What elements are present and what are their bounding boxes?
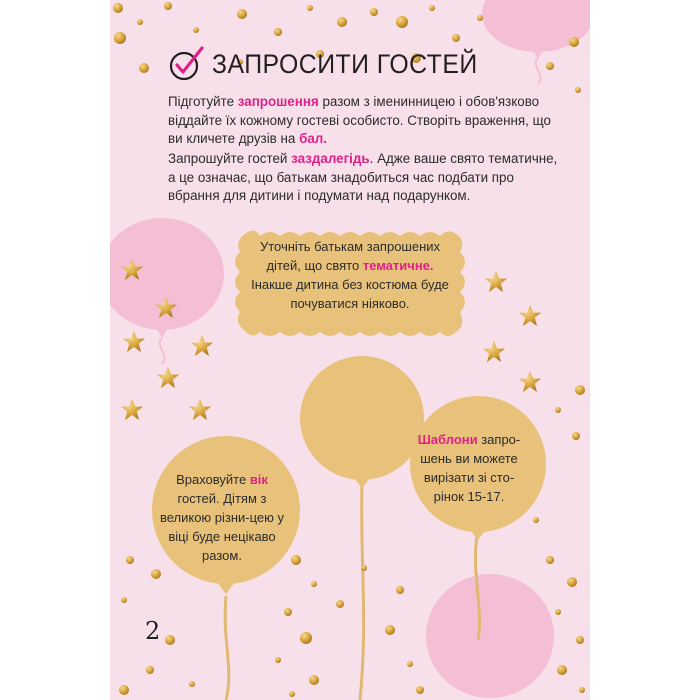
pink-balloon-left	[110, 218, 224, 364]
highlight-templates: Шаблони	[417, 432, 478, 447]
highlight-in-advance: заздалегідь	[291, 151, 370, 166]
highlight-invitations: запрошення	[237, 94, 319, 109]
tip-templates: Шаблони запро-шень ви можете вирізати зі сто-рінок 15-17.	[417, 432, 521, 504]
book-page	[110, 0, 590, 700]
tip-age: Враховуйте вік гостей. Дітям з великою різни-цею у віці буде нецікаво разом.	[159, 472, 285, 563]
paragraph-in-advance: Запрошуйте гостей заздалегідь. Адже ваше свято тематичне, а це означає, що батькам знадобиться час подбати про вбрання для дитини і подумати над подарунком.	[168, 151, 558, 203]
section-header	[166, 44, 501, 84]
pink-balloon-bottom-right	[426, 574, 554, 698]
gold-balloon-center	[300, 356, 424, 700]
tip-parents: Уточніть батькам запрошених дітей, що свято тематичне. Інакше дитина без костюма буде почуватися ніяково.	[251, 239, 449, 311]
highlight-age: вік	[249, 472, 268, 487]
highlight-thematic: тематичне.	[362, 258, 434, 273]
section-title: ЗАПРОСИТИ ГОСТЕЙ	[212, 48, 478, 79]
page-number: 2	[145, 617, 161, 645]
paragraph-invitations: Підготуйте запрошення разом з іменинницею і обов'язково віддайте їх кожному гостеві особисто. Створіть враження, що ви кличете друзів на бал.	[168, 94, 551, 146]
highlight-ball: бал.	[299, 131, 328, 146]
checkmark-circle-icon	[166, 44, 206, 84]
